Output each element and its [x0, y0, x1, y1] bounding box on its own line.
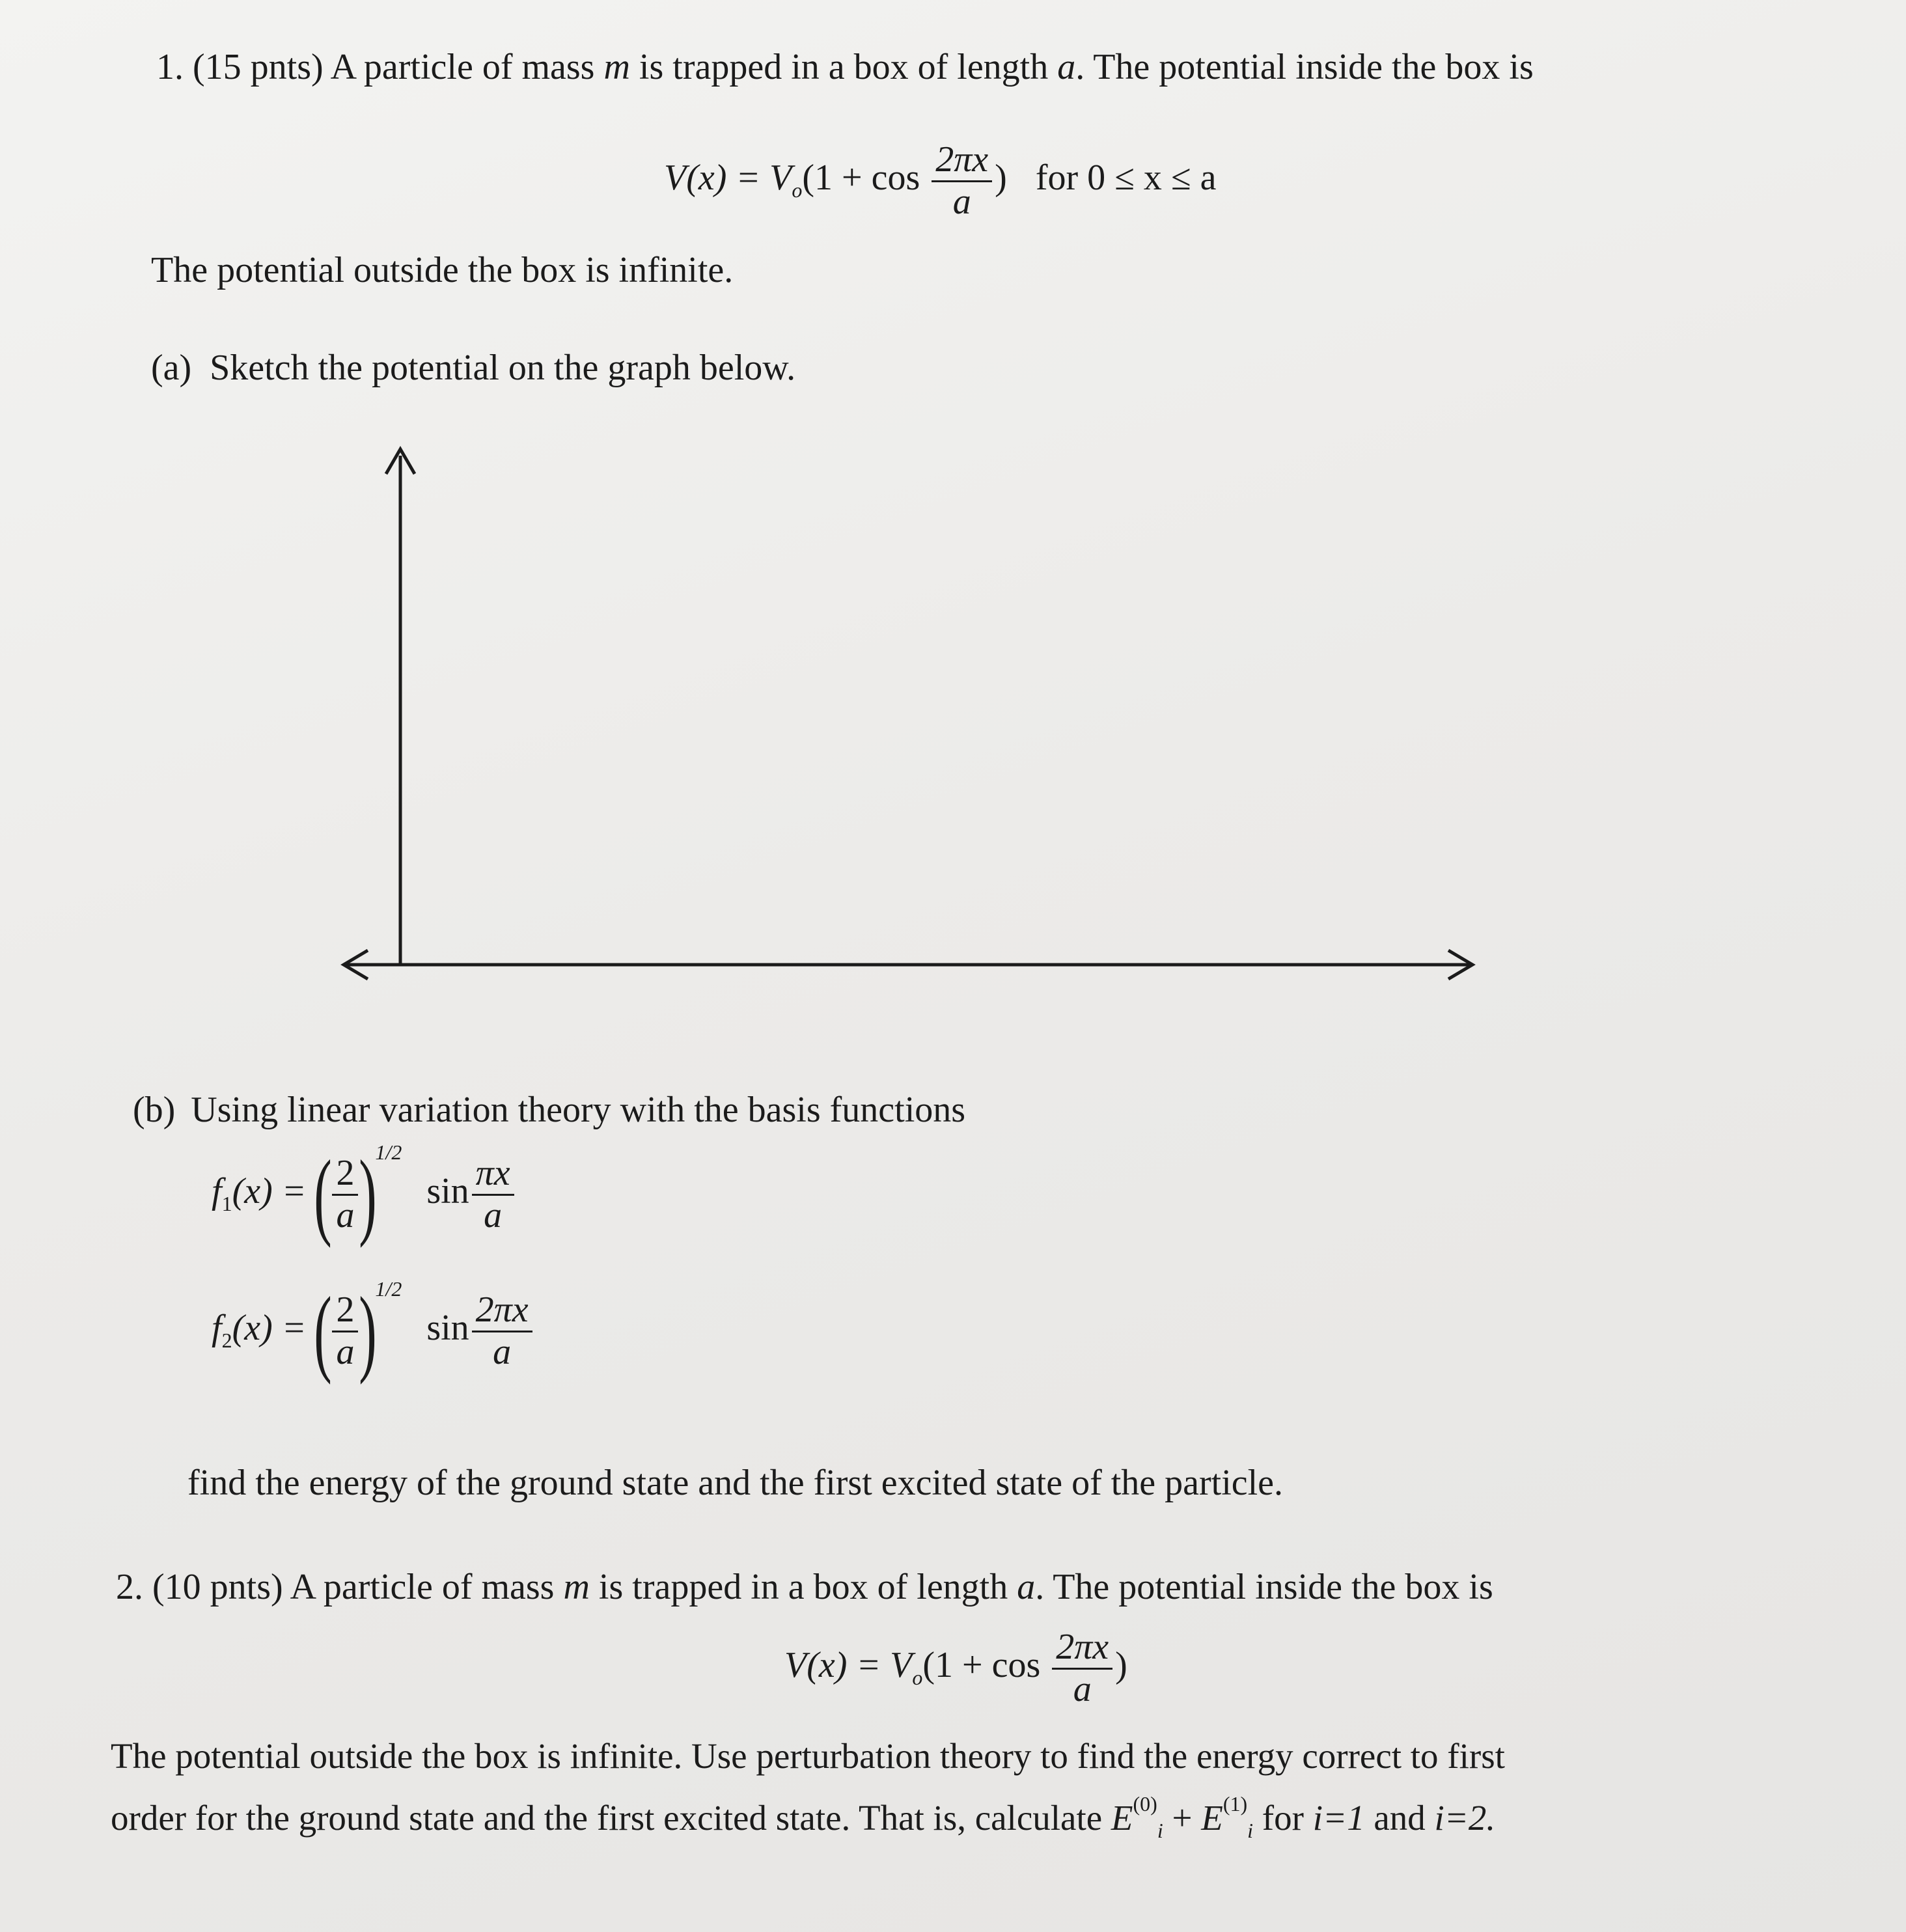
- condition-i2: i=2.: [1434, 1798, 1496, 1838]
- e0-subscript: i: [1157, 1819, 1163, 1842]
- f1-argument: [472, 1153, 514, 1235]
- f1-name: f: [212, 1170, 222, 1211]
- f2-open-paren: (: [313, 1277, 332, 1385]
- f1-coefficient: [332, 1153, 358, 1235]
- p2-potential-denominator: a: [1073, 1668, 1092, 1709]
- f2-coefficient: [332, 1290, 358, 1372]
- potential-close: ): [995, 157, 1007, 198]
- potential-open: (1 + cos: [802, 157, 920, 198]
- p2-potential-fraction: [1052, 1627, 1112, 1709]
- f1-arg-den: a: [484, 1194, 503, 1235]
- problem1-intro-b: is trapped in a box of length: [639, 47, 1049, 87]
- f1-index: 1: [221, 1192, 232, 1216]
- f2-name: f: [212, 1307, 222, 1348]
- problem2-intro-b: is trapped in a box of length: [598, 1567, 1008, 1607]
- p2-potential-numerator: 2πx: [1052, 1627, 1112, 1670]
- plus-sign: +: [1172, 1798, 1193, 1838]
- basis-function-1: [212, 1140, 517, 1249]
- f2-coef-den: a: [336, 1331, 355, 1372]
- potential-denominator: a: [952, 181, 971, 222]
- part-a-label: (a): [151, 348, 192, 388]
- f2-power: 1/2: [375, 1277, 402, 1301]
- problem2-line1: The potential outside the box is infinite. Use perturbation theory to find the energy correct to first: [111, 1736, 1505, 1776]
- p2-potential-lhs: V(x) = V: [784, 1644, 913, 1685]
- e0-symbol: E: [1111, 1798, 1133, 1838]
- potential-range: for 0 ≤ x ≤ a: [1035, 157, 1217, 198]
- problem1-mass: m: [603, 47, 630, 87]
- f2-arg-den: a: [493, 1331, 512, 1372]
- f2-index: 2: [221, 1329, 232, 1353]
- problem2-for: for: [1262, 1798, 1304, 1838]
- problem2-line2: [111, 1792, 1496, 1843]
- e0-superscript: (0): [1133, 1792, 1157, 1815]
- problem2-intro-a: A particle of mass: [290, 1567, 555, 1607]
- basis-function-2: [212, 1277, 535, 1385]
- f1-coef-num: 2: [332, 1153, 358, 1196]
- part-b-find: find the energy of the ground state and the first excited state of the particle.: [187, 1463, 1284, 1503]
- problem1-number: 1.: [156, 47, 184, 87]
- problem2-mass: m: [563, 1567, 590, 1607]
- problem1-points: (15 pnts): [193, 47, 324, 87]
- f1-open-paren: (: [313, 1140, 332, 1249]
- problem2-points: (10 pnts): [152, 1567, 283, 1607]
- problem1-length: a: [1057, 47, 1076, 87]
- f2-close-paren: ): [359, 1277, 378, 1385]
- problem2-length: a: [1017, 1567, 1036, 1607]
- f1-arg: (x) =: [232, 1170, 307, 1211]
- e1-symbol: E: [1201, 1798, 1223, 1838]
- e1-subscript: i: [1247, 1819, 1254, 1842]
- potential-numerator: 2πx: [932, 140, 992, 182]
- f1-arg-num: πx: [472, 1153, 514, 1196]
- potential-sub: o: [792, 178, 803, 202]
- problem2-statement: [116, 1566, 1493, 1609]
- problem1-intro-c: . The potential inside the box is: [1075, 47, 1534, 87]
- f1-close-paren: ): [359, 1140, 378, 1249]
- e1-superscript: (1): [1222, 1792, 1248, 1815]
- p2-potential-sub: o: [912, 1666, 923, 1690]
- condition-i1: i=1: [1312, 1798, 1365, 1838]
- problem2-intro-c: . The potential inside the box is: [1035, 1567, 1493, 1607]
- part-a-text: Sketch the potential on the graph below.: [210, 348, 796, 388]
- potential-lhs: V(x) = V: [664, 157, 792, 198]
- problem2-and: and: [1374, 1798, 1426, 1838]
- problem2-line2a: order for the ground state and the first excited state. That is, calculate: [111, 1798, 1103, 1838]
- f2-arg-num: 2πx: [472, 1290, 532, 1332]
- f1-coef-den: a: [336, 1194, 355, 1235]
- p2-potential-open: (1 + cos: [922, 1644, 1041, 1685]
- f2-arg: (x) =: [232, 1307, 307, 1348]
- part-b-text: Using linear variation theory with the basis functions: [191, 1090, 966, 1130]
- part-b: [133, 1088, 965, 1132]
- problem2-number: 2.: [116, 1567, 143, 1607]
- f2-trig: sin: [426, 1307, 469, 1348]
- f1-trig: sin: [426, 1170, 469, 1211]
- f1-power: 1/2: [375, 1140, 402, 1164]
- problem1-outside: The potential outside the box is infinite.: [151, 250, 734, 290]
- part-b-label: (b): [133, 1090, 176, 1130]
- f2-argument: [472, 1290, 532, 1372]
- problem1-intro-a: A particle of mass: [330, 47, 595, 87]
- p2-potential-close: ): [1115, 1644, 1127, 1685]
- problem2-potential-equation: [784, 1627, 1127, 1709]
- f2-coef-num: 2: [332, 1290, 358, 1332]
